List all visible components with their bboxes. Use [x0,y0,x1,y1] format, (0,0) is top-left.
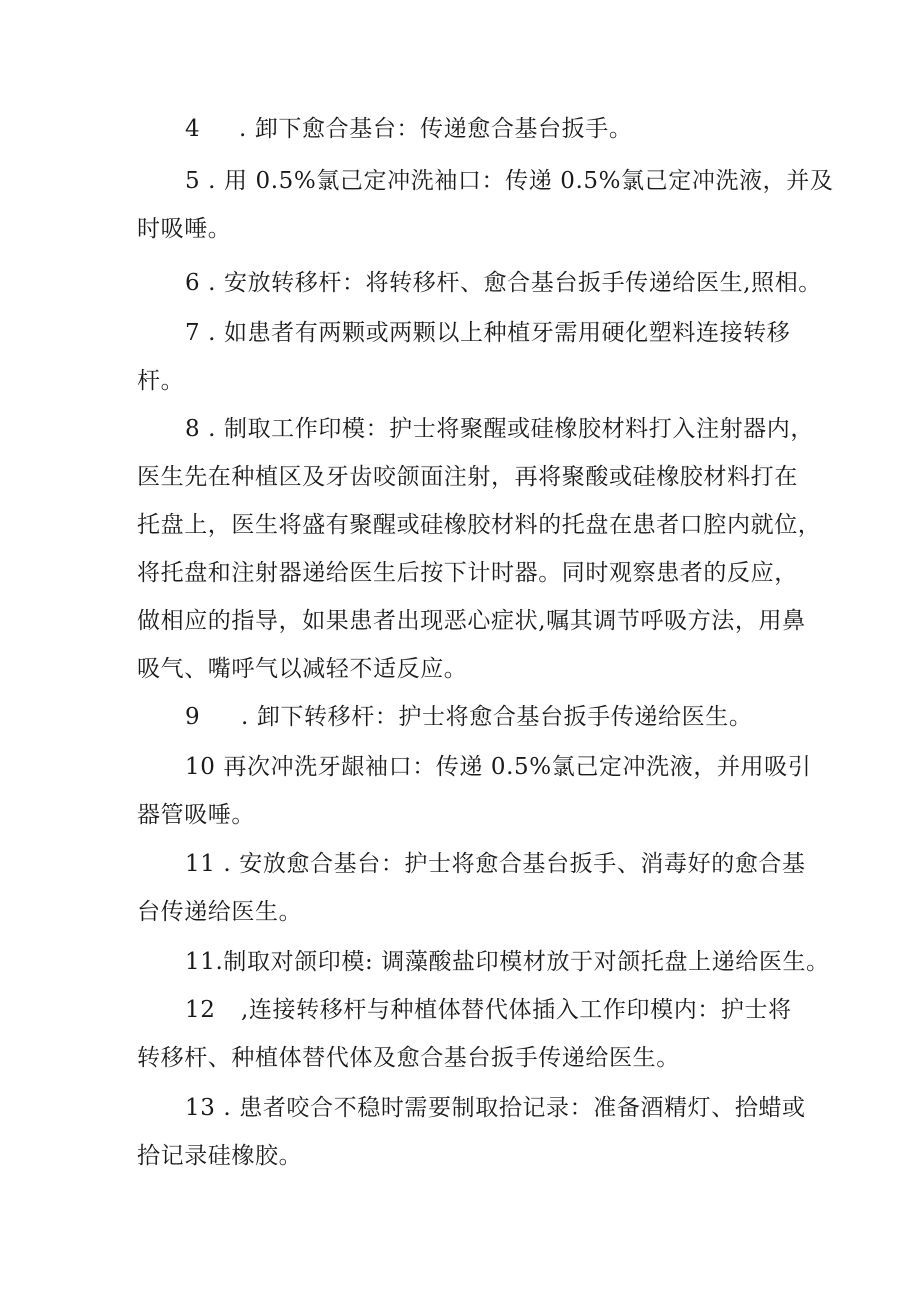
paragraph-text: . 患者咬合不稳时需要制取拾记录：准备酒精灯、拾蜡或 [223,1095,806,1121]
paragraph-10 [137,743,812,839]
paragraph-5 [137,157,834,253]
paragraph-text: 托盘上，医生将盛有聚醒或硅橡胶材料的托盘在患者口腔内就位， [137,512,822,538]
paragraph-text: . 用 0.5%氯己定冲洗袖口：传递 0.5%氯己定冲洗液，并及 [208,168,834,194]
paragraph-13 [137,1084,806,1180]
paragraph-4 [137,105,797,153]
paragraph-text: . 制取工作印模：护士将聚醒或硅橡胶材料打入注射器内， [208,416,814,442]
paragraph-11-impression [137,938,830,986]
item-number: 8 [185,416,201,442]
item-number: 7 [185,320,201,346]
item-number: 5 [185,168,201,194]
paragraph-7 [137,309,797,405]
item-number: 9 [185,704,201,730]
item-number: 12 [185,997,216,1023]
paragraph-11 [137,840,806,936]
paragraph-9 [137,693,797,741]
item-number: 11 [185,851,216,877]
paragraph-8 [137,405,822,693]
paragraph-text: 时吸唾。 [137,216,232,242]
paragraph-text: 将托盘和注射器递给医生后按下计时器。同时观察患者的反应， [137,560,798,586]
paragraph-text: 再次冲洗牙龈袖口：传递 0.5%氯己定冲洗液，并用吸引 [223,754,812,780]
paragraph-text: . 如患者有两颗或两颗以上种植牙需用硬化塑料连接转移 [208,320,791,346]
paragraph-6 [137,259,822,307]
item-number: 6 [185,270,201,296]
item-number: 10 [185,754,216,780]
paragraph-text: 杆。 [137,368,185,394]
paragraph-text: 制取对颌印模: 调藻酸盐印模材放于对颌托盘上递给医生。 [223,949,830,975]
paragraph-text: 做相应的指导，如果患者出现恶心症状,嘱其调节呼吸方法，用鼻 [137,608,806,634]
item-number: 11. [185,949,224,975]
paragraph-text: ,连接转移杆与种植体替代体插入工作印模内：护士将 [241,997,792,1023]
paragraph-12 [137,986,797,1082]
paragraph-text: 吸气、嘴呼气以减轻不适反应。 [137,656,468,682]
paragraph-text: 转移杆、种植体替代体及愈合基台扳手传递给医生。 [137,1045,680,1071]
paragraph-text: . 安放转移杆：将转移杆、愈合基台扳手传递给医生,照相。 [208,270,822,296]
paragraph-text: . 卸下转移杆：护士将愈合基台扳手传递给医生。 [241,704,753,730]
item-number: 13 [185,1095,216,1121]
item-number: 4 [185,116,201,142]
paragraph-text: 拾记录硅橡胶。 [137,1143,303,1169]
paragraph-text: 台传递给医生。 [137,899,303,925]
paragraph-text: . 卸下愈合基台：传递愈合基台扳手。 [239,116,633,142]
paragraph-text: 器管吸唾。 [137,802,255,828]
paragraph-text: 医生先在种植区及牙齿咬颌面注射，再将聚酸或硅橡胶材料打在 [137,464,798,490]
paragraph-text: . 安放愈合基台：护士将愈合基台扳手、消毒好的愈合基 [223,851,806,877]
